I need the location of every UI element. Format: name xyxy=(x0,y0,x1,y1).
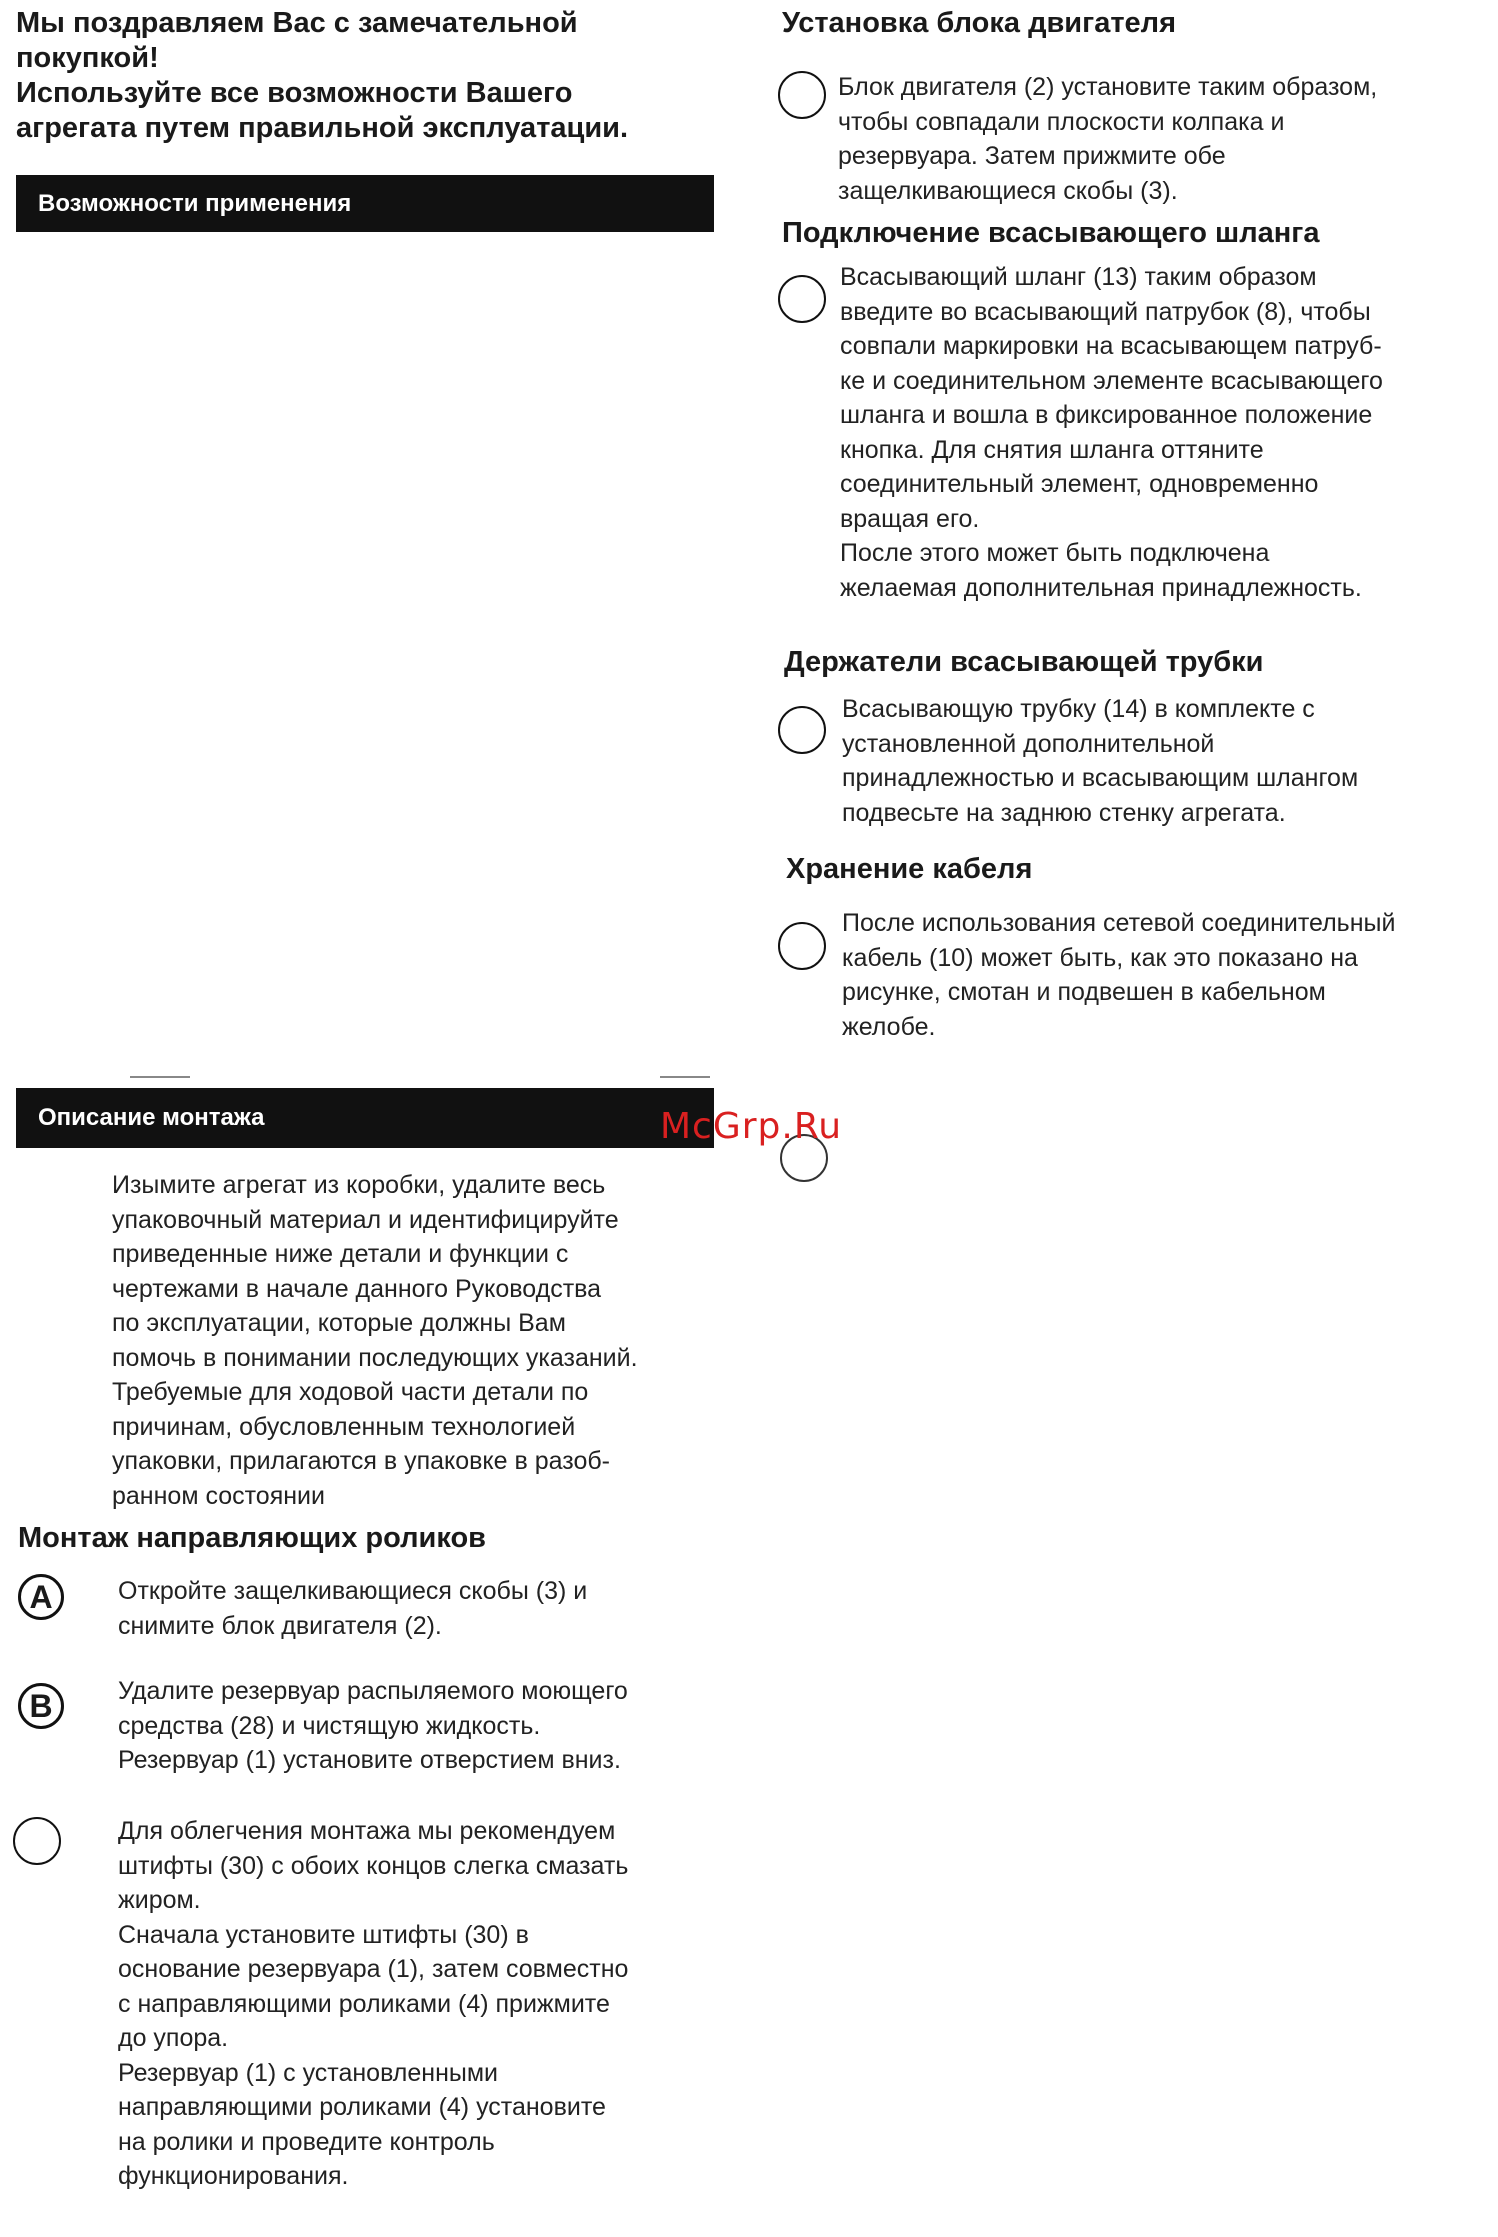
step-b-marker xyxy=(18,1683,64,1729)
hose-step-marker xyxy=(778,275,826,323)
section-bar-assembly xyxy=(16,1088,714,1148)
hose-heading: Подключение всасывающего шланга xyxy=(782,217,1320,249)
section-bar-usage-label: Возможности применения xyxy=(38,189,352,217)
intro-line-2: покупкой! xyxy=(16,42,159,74)
scan-mark xyxy=(130,1076,190,1078)
tube-step-marker xyxy=(778,706,826,754)
watermark: McGrp.Ru xyxy=(660,1106,843,1147)
step-b-letter: B xyxy=(29,1688,53,1724)
rollers-heading: Монтаж направляющих роликов xyxy=(18,1522,487,1554)
section-bar-assembly-label: Описание монтажа xyxy=(38,1104,265,1131)
motor-heading: Установка блока двигателя xyxy=(782,7,1177,39)
tube-text: Всасывающую трубку (14) в комплекте с установленной дополнительной принадлежностью и всасывающим шлангом подвесьте на заднюю стенку агрегата. xyxy=(842,695,1359,827)
intro-line-4: агрегата путем правильной эксплуатации. xyxy=(16,112,629,144)
step-a-marker xyxy=(18,1574,64,1620)
section-bar-usage xyxy=(16,175,714,232)
motor-step-marker xyxy=(778,71,826,119)
step-c-text: Для облегчения монтажа мы рекомендуем штифты (30) с обоих концов слегка смазать жиром. Сначала установите штифты (30) в основание резервуара (1), затем совместно с направляющими роликами (4) прижмите до упора. Резервуар (1) с установленными направляющими роликами (4) установите на ролики и проведите контроль функционирования. xyxy=(118,1817,629,2190)
assembly-text: Изымите агрегат из коробки, удалите весь упаковочный материал и идентифицируйте приведенные ниже детали и функции с чертежами в начале данного Руководства по эксплуатации, которые должны Вам помочь в понимании последующих указаний. Требуемые для ходовой части детали по причинам, обусловленным технологией упаковки, прилагаются в упаковке в разоб- ранном состоянии xyxy=(112,1171,638,1510)
step-a-letter: A xyxy=(29,1579,53,1615)
step-a-text: Откройте защелкивающиеся скобы (3) и снимите блок двигателя (2). xyxy=(118,1577,588,1640)
scan-mark xyxy=(660,1076,710,1078)
cable-step-marker xyxy=(778,922,826,970)
step-b-text: Удалите резервуар распыляемого моющего средства (28) и чистящую жидкость. Резервуар (1) установите отверстием вниз. xyxy=(118,1677,628,1774)
intro-line-3: Используйте все возможности Вашего xyxy=(16,77,573,109)
tube-heading: Держатели всасывающей трубки xyxy=(784,646,1264,678)
step-c-marker xyxy=(13,1817,61,1865)
cable-text: После использования сетевой соединительный кабель (10) может быть, как это показано на рисунке, смотан и подвешен в кабельном желобе. xyxy=(842,909,1396,1041)
intro-line-1: Мы поздравляем Вас с замечательной xyxy=(16,7,578,39)
intro-block xyxy=(16,6,716,146)
hose-text: Всасывающий шланг (13) таким образом введите во всасывающий патрубок (8), чтобы совпали маркировки на всасывающем патруб- ке и соединительном элементе всасывающего шланга и вошла в фиксированное положение кнопка. Для снятия шланга оттяните соединительный элемент, одновременно вращая его. После этого может быть подключена желаемая дополнительная принадлежность. xyxy=(840,263,1383,602)
cable-heading: Хранение кабеля xyxy=(786,853,1033,885)
motor-text: Блок двигателя (2) установите таким образом, чтобы совпадали плоскости колпака и резервуара. Затем прижмите обе защелкивающиеся скобы (3). xyxy=(838,73,1378,205)
